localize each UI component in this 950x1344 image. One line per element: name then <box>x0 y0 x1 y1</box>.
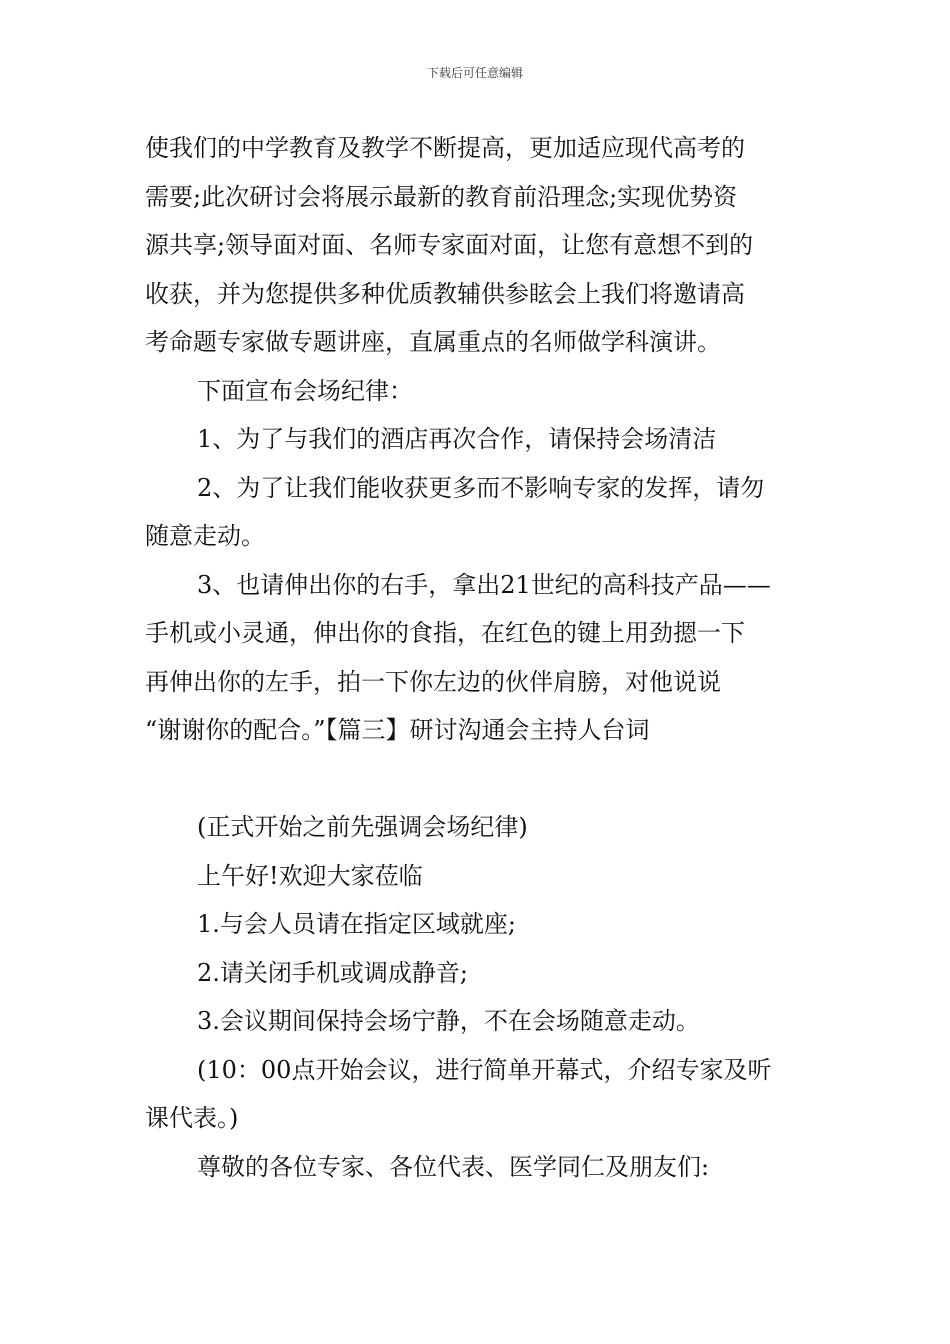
body-line: 使我们的中学教育及教学不断提高，更加适应现代高考的 <box>145 134 745 162</box>
body-line: 课代表。) <box>145 1104 239 1132</box>
stage-direction: (10：00点开始会议，进行简单开幕式，介绍专家及听 <box>197 1055 772 1084</box>
body-line: 需要;此次研讨会将展示最新的教育前沿理念;实现优势资 <box>145 182 738 211</box>
body-line: 收获，并为您提供多种优质教辅供参眩会上我们将邀请高 <box>145 279 745 308</box>
list-item: 1.与会人员请在指定区域就座; <box>197 910 516 938</box>
body-line: 源共享;领导面对面、名师专家面对面，让您有意想不到的 <box>145 231 754 259</box>
page-header-note: 下载后可任意编辑 <box>426 66 523 80</box>
body-line: “谢谢你的配合。”【篇三】研讨沟通会主持人台词 <box>145 716 650 744</box>
rule-item: 2、为了让我们能收获更多而不影响专家的发挥，请勿 <box>197 473 765 502</box>
rule-item: 3、也请伸出你的右手，拿出21世纪的高科技产品—— <box>197 570 771 599</box>
body-line: 随意走动。 <box>145 522 265 550</box>
rule-item: 1、为了与我们的酒店再次合作，请保持会场清洁 <box>197 425 717 453</box>
salutation-line: 尊敬的各位专家、各位代表、医学同仁及朋友们: <box>197 1152 710 1181</box>
greeting-line: 上午好!欢迎大家莅临 <box>197 861 423 890</box>
list-item: 3.会议期间保持会场宁静，不在会场随意走动。 <box>197 1007 700 1035</box>
list-item: 2.请关闭手机或调成静音; <box>197 958 468 987</box>
document-body <box>145 124 810 1191</box>
stage-direction: (正式开始之前先强调会场纪律) <box>197 813 528 841</box>
paragraph-gap <box>145 755 810 804</box>
body-line: 手机或小灵通，伸出你的食指，在红色的键上用劲摁一下 <box>145 619 745 647</box>
body-line: 考命题专家做专题讲座，直属重点的名师做学科演讲。 <box>145 328 721 356</box>
body-line: 再伸出你的左手，拍一下你左边的伙伴肩膀，对他说说 <box>145 667 721 696</box>
section-heading: 下面宣布会场纪律： <box>197 376 413 405</box>
